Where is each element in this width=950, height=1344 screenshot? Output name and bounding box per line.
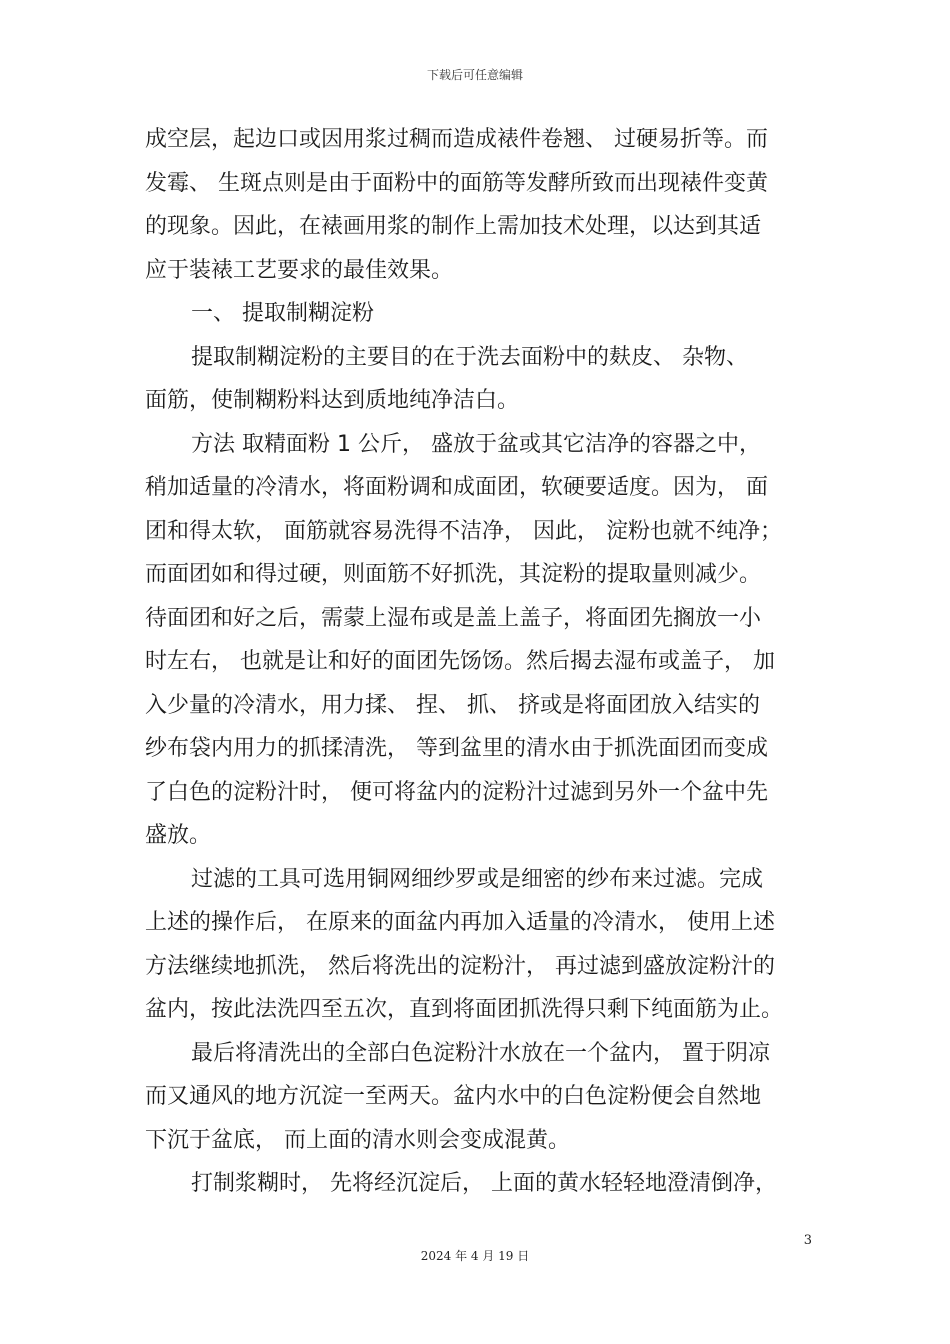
text-line: 了白色的淀粉汁时， 便可将盆内的淀粉汁过滤到另外一个盆中先 [145,779,768,805]
page-header-note: 下载后可任意编辑 [426,68,523,82]
page-number: 3 [803,1233,812,1248]
text-line: 方法继续地抓洗， 然后将洗出的淀粉汁， 再过滤到盛放淀粉汁的 [145,953,775,979]
text-line: 应于装裱工艺要求的最佳效果。 [145,257,454,283]
text-line: 盆内，按此法洗四至五次，直到将面团抓洗得只剩下纯面筋为止。 [145,997,784,1022]
text-line: 下沉于盆底， 而上面的清水则会变成混黄。 [145,1127,570,1153]
text-line: 而又通风的地方沉淀一至两天。盆内水中的白色淀粉便会自然地 [145,1084,762,1109]
text-line: 成空层，起边口或因用浆过稠而造成裱件卷翘、 过硬易折等。而 [145,127,768,152]
section-heading: 一、 提取制糊淀粉 [191,301,374,326]
text-line: 打制浆糊时， 先将经沉淀后， 上面的黄水轻轻地澄清倒净， [191,1171,777,1196]
text-line: 提取制糊淀粉的主要目的在于洗去面粉中的麸皮、 杂物、 [191,344,748,370]
text-line: 而面团如和得过硬，则面筋不好抓洗，其淀粉的提取量则减少。 [145,562,762,587]
text-line: 最后将清洗出的全部白色淀粉汁水放在一个盆内， 置于阴凉 [191,1040,770,1066]
text-line: 面筋，使制糊粉料达到质地纯净洁白。 [145,388,520,413]
text-line: 的现象。因此，在裱画用浆的制作上需加技术处理，以达到其适 [145,214,762,239]
text-line: 发霉、 生斑点则是由于面粉中的面筋等发酵所致而出现裱件变黄 [145,170,768,196]
footer-date: 2024 年 4 月 19 日 [420,1249,530,1263]
text-line: 方法 取精面粉 1 公斤， 盛放于盆或其它洁净的容器之中， [191,431,761,457]
text-line: 团和得太软， 面筋就容易洗得不洁净， 因此， 淀粉也就不纯净； [145,518,782,544]
text-line: 上述的操作后， 在原来的面盆内再加入适量的冷清水， 使用上述 [145,910,775,935]
text-line: 纱布袋内用力的抓揉清洗， 等到盆里的清水由于抓洗面团而变成 [145,736,768,761]
text-line: 盛放。 [145,823,212,848]
text-line: 时左右， 也就是让和好的面团先饧饧。然后揭去湿布或盖子， 加 [145,649,775,674]
text-line: 过滤的工具可选用铜网细纱罗或是细密的纱布来过滤。完成 [191,866,764,892]
text-line: 稍加适量的冷清水，将面粉调和成面团，软硬要适度。因为， 面 [145,475,768,500]
document-body [145,118,810,1206]
text-line: 待面团和好之后，需蒙上湿布或是盖上盖子，将面团先搁放一小 [145,605,762,631]
text-line: 入少量的冷清水，用力揉、 捏、 抓、 挤或是将面团放入结实的 [145,692,760,718]
